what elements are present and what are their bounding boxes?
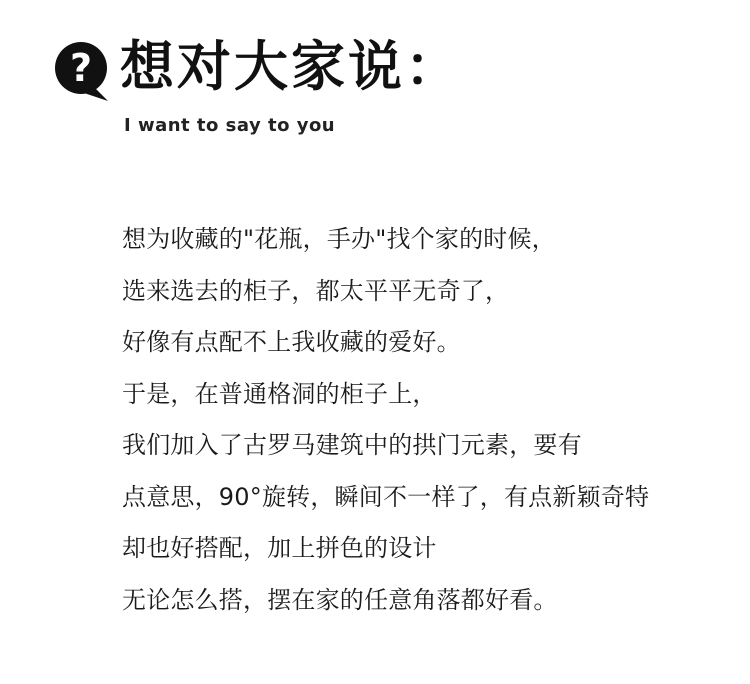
body-line: 想为收藏的"花瓶，手办"找个家的时候， xyxy=(122,225,556,253)
body-line: 于是，在普通格洞的柜子上， xyxy=(122,379,437,408)
header xyxy=(54,30,704,150)
body-line: 点意思，90°旋转，瞬间不一样了，有点新颖奇特 xyxy=(122,482,650,511)
body-text xyxy=(122,214,712,626)
body-line: 却也好搭配，加上拼色的设计 xyxy=(122,534,437,562)
body-line: 无论怎么搭，摆在家的任意角落都好看。 xyxy=(122,585,558,614)
question-bubble-symbol: ? xyxy=(69,46,93,90)
body-line: 好像有点配不上我收藏的爱好。 xyxy=(122,328,461,356)
page-title: 想对大家说： xyxy=(120,35,462,98)
page-subtitle: I want to say to you xyxy=(124,115,336,136)
question-bubble-icon xyxy=(54,40,110,102)
body-line: 我们加入了古罗马建筑中的拱门元素，要有 xyxy=(122,431,582,459)
body-line: 选来选去的柜子，都太平平无奇了， xyxy=(122,276,510,305)
